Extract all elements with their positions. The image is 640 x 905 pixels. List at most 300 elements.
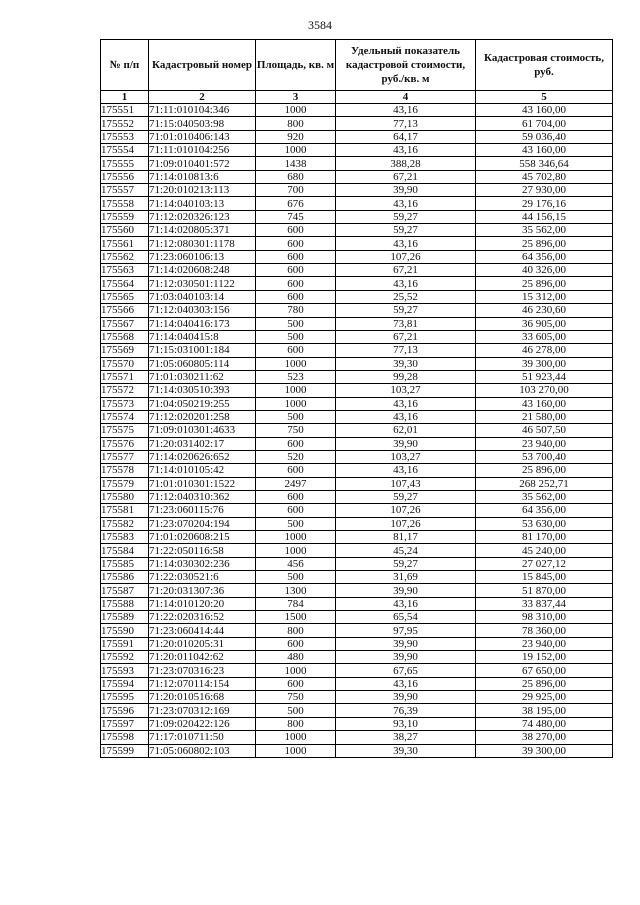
cadastral-number-cell: 71:20:011042:62 xyxy=(149,651,256,664)
unit-value-cell: 43,16 xyxy=(336,237,476,250)
unit-value-cell: 65,54 xyxy=(336,611,476,624)
cadastral-value-cell: 268 252,71 xyxy=(476,477,613,490)
area-cell: 800 xyxy=(256,717,336,730)
cadastral-value-cell: 36 905,00 xyxy=(476,317,613,330)
area-cell: 500 xyxy=(256,704,336,717)
unit-value-cell: 97,95 xyxy=(336,624,476,637)
area-cell: 500 xyxy=(256,410,336,423)
header-cadastral-number: Кадастровый номер xyxy=(149,40,256,91)
table-row xyxy=(101,731,613,744)
column-number: 3 xyxy=(256,91,336,104)
page-number: 3584 xyxy=(308,18,332,32)
unit-value-cell: 59,27 xyxy=(336,224,476,237)
unit-value-cell: 38,27 xyxy=(336,731,476,744)
unit-value-cell: 39,90 xyxy=(336,437,476,450)
cadastral-number-cell: 71:15:031001:184 xyxy=(149,344,256,357)
area-cell: 750 xyxy=(256,691,336,704)
table-row xyxy=(101,197,613,210)
row-number-cell: 175559 xyxy=(101,210,149,223)
cadastral-value-cell: 78 360,00 xyxy=(476,624,613,637)
table-row xyxy=(101,170,613,183)
cadastral-number-cell: 71:05:060805:114 xyxy=(149,357,256,370)
row-number-cell: 175570 xyxy=(101,357,149,370)
unit-value-cell: 43,16 xyxy=(336,277,476,290)
cadastral-value-cell: 45 240,00 xyxy=(476,544,613,557)
row-number-cell: 175566 xyxy=(101,304,149,317)
cadastral-value-cell: 25 896,00 xyxy=(476,677,613,690)
unit-value-cell: 39,90 xyxy=(336,584,476,597)
cadastral-value-cell: 25 896,00 xyxy=(476,464,613,477)
cadastral-number-cell: 71:12:080301:1178 xyxy=(149,237,256,250)
cadastral-number-cell: 71:05:060802:103 xyxy=(149,744,256,757)
table-row xyxy=(101,144,613,157)
area-cell: 1500 xyxy=(256,611,336,624)
table-row xyxy=(101,117,613,130)
unit-value-cell: 67,65 xyxy=(336,664,476,677)
column-number: 5 xyxy=(476,91,613,104)
cadastral-value-cell: 53 700,40 xyxy=(476,450,613,463)
cadastral-value-cell: 38 195,00 xyxy=(476,704,613,717)
area-cell: 600 xyxy=(256,504,336,517)
unit-value-cell: 45,24 xyxy=(336,544,476,557)
row-number-cell: 175560 xyxy=(101,224,149,237)
unit-value-cell: 43,16 xyxy=(336,197,476,210)
cadastral-number-cell: 71:22:050116:58 xyxy=(149,544,256,557)
area-cell: 700 xyxy=(256,184,336,197)
table-row xyxy=(101,184,613,197)
row-number-cell: 175580 xyxy=(101,490,149,503)
row-number-cell: 175571 xyxy=(101,370,149,383)
row-number-cell: 175583 xyxy=(101,531,149,544)
cadastral-number-cell: 71:23:070204:194 xyxy=(149,517,256,530)
unit-value-cell: 107,26 xyxy=(336,517,476,530)
cadastral-value-cell: 59 036,40 xyxy=(476,130,613,143)
unit-value-cell: 107,26 xyxy=(336,250,476,263)
table-row xyxy=(101,557,613,570)
area-cell: 600 xyxy=(256,437,336,450)
area-cell: 500 xyxy=(256,330,336,343)
area-cell: 1438 xyxy=(256,157,336,170)
area-cell: 745 xyxy=(256,210,336,223)
row-number-cell: 175574 xyxy=(101,410,149,423)
area-cell: 600 xyxy=(256,677,336,690)
cadastral-value-cell: 98 310,00 xyxy=(476,611,613,624)
row-number-cell: 175558 xyxy=(101,197,149,210)
table-row xyxy=(101,464,613,477)
unit-value-cell: 43,16 xyxy=(336,597,476,610)
row-number-cell: 175563 xyxy=(101,264,149,277)
area-cell: 500 xyxy=(256,317,336,330)
area-cell: 1000 xyxy=(256,397,336,410)
area-cell: 784 xyxy=(256,597,336,610)
table-row xyxy=(101,584,613,597)
row-number-cell: 175568 xyxy=(101,330,149,343)
cadastral-value-cell: 25 896,00 xyxy=(476,237,613,250)
area-cell: 1000 xyxy=(256,744,336,757)
area-cell: 1300 xyxy=(256,584,336,597)
row-number-cell: 175586 xyxy=(101,571,149,584)
cadastral-number-cell: 71:12:020201:258 xyxy=(149,410,256,423)
cadastral-number-cell: 71:20:010516:68 xyxy=(149,691,256,704)
header-unit-value: Удельный показатель кадастровой стоимости, руб./кв. м xyxy=(336,40,476,91)
cadastral-value-cell: 27 930,00 xyxy=(476,184,613,197)
row-number-cell: 175588 xyxy=(101,597,149,610)
row-number-cell: 175585 xyxy=(101,557,149,570)
row-number-cell: 175595 xyxy=(101,691,149,704)
table-row xyxy=(101,317,613,330)
cadastral-value-cell: 29 176,16 xyxy=(476,197,613,210)
cadastral-value-cell: 35 562,00 xyxy=(476,490,613,503)
cadastral-value-cell: 558 346,64 xyxy=(476,157,613,170)
cadastral-number-cell: 71:14:040103:13 xyxy=(149,197,256,210)
area-cell: 600 xyxy=(256,237,336,250)
table-row xyxy=(101,424,613,437)
area-cell: 500 xyxy=(256,571,336,584)
table-row xyxy=(101,624,613,637)
unit-value-cell: 77,13 xyxy=(336,117,476,130)
table-row xyxy=(101,344,613,357)
table-row xyxy=(101,277,613,290)
cadastral-number-cell: 71:01:030211:62 xyxy=(149,370,256,383)
cadastral-number-cell: 71:22:020316:52 xyxy=(149,611,256,624)
cadastral-number-cell: 71:14:030510:393 xyxy=(149,384,256,397)
row-number-cell: 175578 xyxy=(101,464,149,477)
area-cell: 600 xyxy=(256,264,336,277)
row-number-cell: 175572 xyxy=(101,384,149,397)
table-row xyxy=(101,384,613,397)
row-number-cell: 175596 xyxy=(101,704,149,717)
cadastral-value-cell: 23 940,00 xyxy=(476,437,613,450)
area-cell: 600 xyxy=(256,637,336,650)
unit-value-cell: 43,16 xyxy=(336,464,476,477)
row-number-cell: 175556 xyxy=(101,170,149,183)
cadastral-value-cell: 23 940,00 xyxy=(476,637,613,650)
row-number-cell: 175599 xyxy=(101,744,149,757)
table-row xyxy=(101,437,613,450)
unit-value-cell: 39,90 xyxy=(336,651,476,664)
cadastral-number-cell: 71:23:060414:44 xyxy=(149,624,256,637)
cadastral-number-cell: 71:14:040416:173 xyxy=(149,317,256,330)
row-number-cell: 175561 xyxy=(101,237,149,250)
cadastral-number-cell: 71:20:010205:31 xyxy=(149,637,256,650)
cadastral-value-cell: 43 160,00 xyxy=(476,104,613,117)
unit-value-cell: 62,01 xyxy=(336,424,476,437)
area-cell: 523 xyxy=(256,370,336,383)
unit-value-cell: 103,27 xyxy=(336,450,476,463)
header-row xyxy=(101,40,613,91)
table-row xyxy=(101,157,613,170)
table-body xyxy=(101,104,613,758)
table-row xyxy=(101,330,613,343)
area-cell: 1000 xyxy=(256,664,336,677)
row-number-cell: 175555 xyxy=(101,157,149,170)
unit-value-cell: 43,16 xyxy=(336,104,476,117)
cadastral-value-cell: 44 156,15 xyxy=(476,210,613,223)
unit-value-cell: 39,30 xyxy=(336,744,476,757)
cadastral-value-cell: 21 580,00 xyxy=(476,410,613,423)
unit-value-cell: 81,17 xyxy=(336,531,476,544)
table-row xyxy=(101,691,613,704)
cadastral-value-cell: 81 170,00 xyxy=(476,531,613,544)
area-cell: 600 xyxy=(256,224,336,237)
table-row xyxy=(101,717,613,730)
cadastral-number-cell: 71:14:010120:20 xyxy=(149,597,256,610)
table-row xyxy=(101,304,613,317)
cadastral-number-cell: 71:09:010401:572 xyxy=(149,157,256,170)
cadastral-value-cell: 103 270,00 xyxy=(476,384,613,397)
column-number-row xyxy=(101,91,613,104)
area-cell: 1000 xyxy=(256,357,336,370)
cadastral-value-cell: 15 845,00 xyxy=(476,571,613,584)
area-cell: 1000 xyxy=(256,384,336,397)
area-cell: 800 xyxy=(256,624,336,637)
row-number-cell: 175562 xyxy=(101,250,149,263)
unit-value-cell: 103,27 xyxy=(336,384,476,397)
area-cell: 1000 xyxy=(256,731,336,744)
table-row xyxy=(101,357,613,370)
area-cell: 600 xyxy=(256,490,336,503)
table-row xyxy=(101,290,613,303)
cadastral-value-cell: 67 650,00 xyxy=(476,664,613,677)
table-row xyxy=(101,450,613,463)
cadastral-number-cell: 71:04:050219:255 xyxy=(149,397,256,410)
unit-value-cell: 43,16 xyxy=(336,144,476,157)
row-number-cell: 175564 xyxy=(101,277,149,290)
row-number-cell: 175592 xyxy=(101,651,149,664)
table-row xyxy=(101,571,613,584)
area-cell: 600 xyxy=(256,277,336,290)
header-cadastral-value: Кадастровая стоимость, руб. xyxy=(476,40,613,91)
area-cell: 780 xyxy=(256,304,336,317)
cadastral-value-cell: 40 326,00 xyxy=(476,264,613,277)
cadastral-number-cell: 71:14:020626:652 xyxy=(149,450,256,463)
unit-value-cell: 39,90 xyxy=(336,691,476,704)
cadastral-value-cell: 39 300,00 xyxy=(476,357,613,370)
table-row xyxy=(101,531,613,544)
table-row xyxy=(101,544,613,557)
unit-value-cell: 107,43 xyxy=(336,477,476,490)
unit-value-cell: 77,13 xyxy=(336,344,476,357)
header-row-number: № п/п xyxy=(101,40,149,91)
row-number-cell: 175551 xyxy=(101,104,149,117)
row-number-cell: 175597 xyxy=(101,717,149,730)
row-number-cell: 175565 xyxy=(101,290,149,303)
row-number-cell: 175567 xyxy=(101,317,149,330)
cadastral-number-cell: 71:01:010301:1522 xyxy=(149,477,256,490)
cadastral-number-cell: 71:14:020805:371 xyxy=(149,224,256,237)
row-number-cell: 175594 xyxy=(101,677,149,690)
area-cell: 680 xyxy=(256,170,336,183)
row-number-cell: 175573 xyxy=(101,397,149,410)
unit-value-cell: 43,16 xyxy=(336,677,476,690)
table-row xyxy=(101,210,613,223)
cadastral-value-cell: 43 160,00 xyxy=(476,144,613,157)
cadastral-number-cell: 71:01:020608:215 xyxy=(149,531,256,544)
table-row xyxy=(101,611,613,624)
row-number-cell: 175552 xyxy=(101,117,149,130)
table-row xyxy=(101,651,613,664)
unit-value-cell: 59,27 xyxy=(336,490,476,503)
unit-value-cell: 59,27 xyxy=(336,557,476,570)
area-cell: 500 xyxy=(256,517,336,530)
area-cell: 800 xyxy=(256,117,336,130)
area-cell: 600 xyxy=(256,250,336,263)
cadastral-value-cell: 45 702,80 xyxy=(476,170,613,183)
unit-value-cell: 73,81 xyxy=(336,317,476,330)
unit-value-cell: 64,17 xyxy=(336,130,476,143)
cadastral-number-cell: 71:17:010711:50 xyxy=(149,731,256,744)
area-cell: 520 xyxy=(256,450,336,463)
table-row xyxy=(101,237,613,250)
cadastral-value-cell: 74 480,00 xyxy=(476,717,613,730)
cadastral-number-cell: 71:14:010813:6 xyxy=(149,170,256,183)
cadastral-value-cell: 35 562,00 xyxy=(476,224,613,237)
unit-value-cell: 39,30 xyxy=(336,357,476,370)
row-number-cell: 175577 xyxy=(101,450,149,463)
table-row xyxy=(101,704,613,717)
cadastral-number-cell: 71:12:040303:156 xyxy=(149,304,256,317)
unit-value-cell: 93,10 xyxy=(336,717,476,730)
row-number-cell: 175553 xyxy=(101,130,149,143)
unit-value-cell: 39,90 xyxy=(336,637,476,650)
cadastral-number-cell: 71:20:031402:17 xyxy=(149,437,256,450)
area-cell: 456 xyxy=(256,557,336,570)
table-row xyxy=(101,370,613,383)
cadastral-number-cell: 71:11:010104:256 xyxy=(149,144,256,157)
area-cell: 600 xyxy=(256,290,336,303)
cadastral-number-cell: 71:03:040103:14 xyxy=(149,290,256,303)
cadastral-number-cell: 71:14:010105:42 xyxy=(149,464,256,477)
area-cell: 920 xyxy=(256,130,336,143)
table-row xyxy=(101,264,613,277)
area-cell: 676 xyxy=(256,197,336,210)
cadastral-number-cell: 71:14:040415:8 xyxy=(149,330,256,343)
cadastral-number-cell: 71:12:070114:154 xyxy=(149,677,256,690)
cadastral-value-cell: 29 925,00 xyxy=(476,691,613,704)
header-area: Площадь, кв. м xyxy=(256,40,336,91)
cadastral-value-cell: 38 270,00 xyxy=(476,731,613,744)
cadastral-number-cell: 71:20:010213:113 xyxy=(149,184,256,197)
area-cell: 480 xyxy=(256,651,336,664)
table-row xyxy=(101,517,613,530)
cadastral-number-cell: 71:20:031307:36 xyxy=(149,584,256,597)
table-row xyxy=(101,104,613,117)
row-number-cell: 175575 xyxy=(101,424,149,437)
row-number-cell: 175576 xyxy=(101,437,149,450)
row-number-cell: 175591 xyxy=(101,637,149,650)
cadastral-value-cell: 15 312,00 xyxy=(476,290,613,303)
row-number-cell: 175593 xyxy=(101,664,149,677)
table-row xyxy=(101,250,613,263)
unit-value-cell: 67,21 xyxy=(336,170,476,183)
area-cell: 2497 xyxy=(256,477,336,490)
cadastral-number-cell: 71:14:030302:236 xyxy=(149,557,256,570)
table-row xyxy=(101,677,613,690)
row-number-cell: 175589 xyxy=(101,611,149,624)
cadastral-number-cell: 71:09:010301:4633 xyxy=(149,424,256,437)
table-row xyxy=(101,637,613,650)
table-row xyxy=(101,744,613,757)
column-number: 2 xyxy=(149,91,256,104)
row-number-cell: 175587 xyxy=(101,584,149,597)
row-number-cell: 175582 xyxy=(101,517,149,530)
table-row xyxy=(101,224,613,237)
row-number-cell: 175554 xyxy=(101,144,149,157)
cadastral-value-cell: 51 870,00 xyxy=(476,584,613,597)
table-row xyxy=(101,410,613,423)
cadastral-value-cell: 39 300,00 xyxy=(476,744,613,757)
unit-value-cell: 67,21 xyxy=(336,264,476,277)
row-number-cell: 175590 xyxy=(101,624,149,637)
table-row xyxy=(101,130,613,143)
unit-value-cell: 31,69 xyxy=(336,571,476,584)
cadastral-number-cell: 71:12:040310:362 xyxy=(149,490,256,503)
unit-value-cell: 67,21 xyxy=(336,330,476,343)
column-number: 1 xyxy=(101,91,149,104)
cadastral-value-cell: 61 704,00 xyxy=(476,117,613,130)
cadastral-number-cell: 71:12:030501:1122 xyxy=(149,277,256,290)
table-row xyxy=(101,664,613,677)
unit-value-cell: 76,39 xyxy=(336,704,476,717)
cadastral-value-cell: 27 027,12 xyxy=(476,557,613,570)
table-row xyxy=(101,397,613,410)
row-number-cell: 175581 xyxy=(101,504,149,517)
cadastral-number-cell: 71:01:010406:143 xyxy=(149,130,256,143)
cadastral-value-cell: 46 507,50 xyxy=(476,424,613,437)
row-number-cell: 175557 xyxy=(101,184,149,197)
area-cell: 750 xyxy=(256,424,336,437)
column-number: 4 xyxy=(336,91,476,104)
unit-value-cell: 59,27 xyxy=(336,210,476,223)
unit-value-cell: 43,16 xyxy=(336,410,476,423)
area-cell: 1000 xyxy=(256,104,336,117)
cadastral-value-cell: 33 837,44 xyxy=(476,597,613,610)
table-row xyxy=(101,597,613,610)
unit-value-cell: 39,90 xyxy=(336,184,476,197)
cadastral-value-cell: 53 630,00 xyxy=(476,517,613,530)
row-number-cell: 175584 xyxy=(101,544,149,557)
cadastral-value-cell: 43 160,00 xyxy=(476,397,613,410)
cadastral-number-cell: 71:23:060115:76 xyxy=(149,504,256,517)
row-number-cell: 175579 xyxy=(101,477,149,490)
unit-value-cell: 107,26 xyxy=(336,504,476,517)
unit-value-cell: 59,27 xyxy=(336,304,476,317)
row-number-cell: 175569 xyxy=(101,344,149,357)
unit-value-cell: 43,16 xyxy=(336,397,476,410)
cadastral-value-cell: 19 152,00 xyxy=(476,651,613,664)
table-row xyxy=(101,490,613,503)
row-number-cell: 175598 xyxy=(101,731,149,744)
area-cell: 600 xyxy=(256,344,336,357)
cadastral-number-cell: 71:23:070312:169 xyxy=(149,704,256,717)
cadastral-number-cell: 71:15:040503:98 xyxy=(149,117,256,130)
table-row xyxy=(101,504,613,517)
unit-value-cell: 99,28 xyxy=(336,370,476,383)
area-cell: 1000 xyxy=(256,144,336,157)
cadastral-value-cell: 51 923,44 xyxy=(476,370,613,383)
area-cell: 1000 xyxy=(256,531,336,544)
cadastral-number-cell: 71:11:010104:346 xyxy=(149,104,256,117)
area-cell: 1000 xyxy=(256,544,336,557)
cadastral-value-cell: 46 230,60 xyxy=(476,304,613,317)
cadastral-number-cell: 71:12:020326:123 xyxy=(149,210,256,223)
cadastral-number-cell: 71:23:060106:13 xyxy=(149,250,256,263)
cadastral-value-cell: 33 605,00 xyxy=(476,330,613,343)
cadastral-value-cell: 64 356,00 xyxy=(476,250,613,263)
cadastral-value-cell: 46 278,00 xyxy=(476,344,613,357)
cadastral-number-cell: 71:22:030521:6 xyxy=(149,571,256,584)
cadastral-value-cell: 64 356,00 xyxy=(476,504,613,517)
